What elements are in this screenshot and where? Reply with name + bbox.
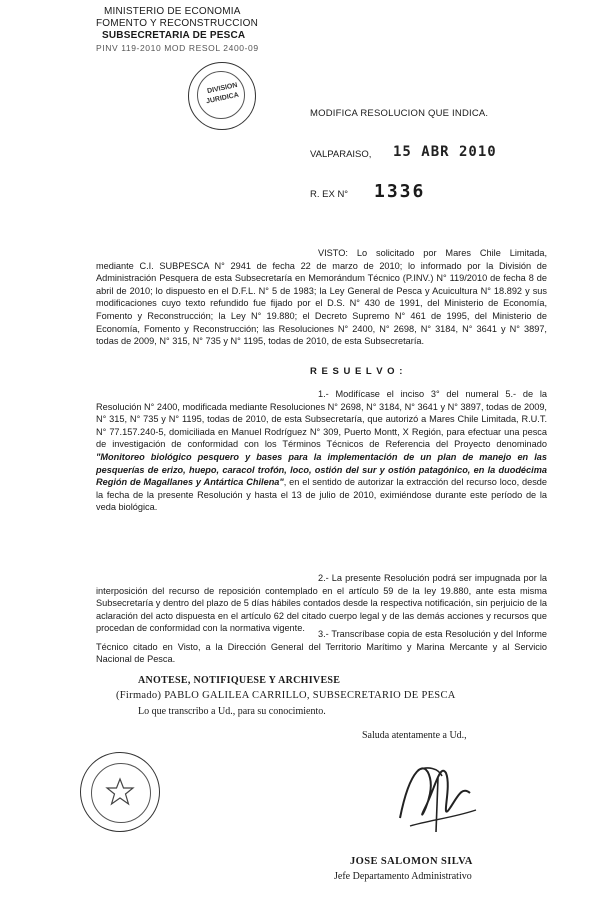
resuelvo-heading: R E S U E L V O :	[310, 366, 404, 377]
item-2-paragraph: 2.- La presente Resolución podrá ser impugnada por la interposición del recurso de reposición contemplado en el artículo 59 de la ley 19.880, ante esta misma Subsecretaría y dentro del plazo de 5 días hábiles contados desde la respectiva notificación, sin perjuicio de la aclaración del acto dispuesta en el artículo 62 del citado cuerpo legal y de las demás acciones y recursos que procedan de conformidad con la normativa vigente.	[96, 573, 547, 634]
rex-label: R. EX N°	[310, 189, 349, 200]
ministry-line-2: FOMENTO Y RECONSTRUCCION	[96, 18, 259, 29]
item-1-text: 1.- Modifícase el inciso 3° del numeral 5.- de la Resolución N° 2400, modificada mediante Resoluciones N° 2698, N° 3184, N° 3641 y N° 3897, todas de 2009, N° 315, N° 735 y N° 1195, todas de 2010, de esta Subsecretaría, que autorizó a Mares Chile Limitada, R.U.T. N° 77.157.240-5, domiciliada en Manuel Rodríguez N° 309, Puerto Montt, X Región, para efectuar una pesca de investigación de conformidad con los Términos Técnicos de Referencia del Proyecto denominado	[96, 389, 547, 450]
item-1-text-end: , en el sentido de autorizar la extracción del recurso loco, desde la fecha de la presente Resolución y hasta el 13 de julio de 2010, eximiéndose durante este período de la veda biológica.	[96, 477, 548, 513]
item-1-project-title: "Monitoreo biológico pesquero y bases para la implementación de un plan de manejo en las pesquerías de erizo, huepo, caracol trofón, loco, ostión del sur y ostión patagónico, en la duodécima Región de Magallanes y Antártica Chilena"	[96, 451, 547, 488]
subsecretaria-seal	[80, 752, 160, 832]
visto-paragraph: VISTO: Lo solicitado por Mares Chile Limitada, mediante C.I. SUBPESCA N° 2941 de fecha 22 de marzo de 2010; lo informado por la División de Administración Pesquera de esta Subsecretaría en Memorándum Técnico (P.INV.) N° 119/2010 de fecha 8 de abril de 2010; lo dispuesto en el D.F.L. N° 5 de 1983; la Ley General de Pesca y Acuicultura N° 18.892 y sus modificaciones cuyo texto refundido fue fijado por el D.S. N° 430 de 1991, del Ministerio de Economía, Fomento y Reconstrucción; la Ley N° 19.880; el Decreto Supremo N° 461 de 1995, del Ministerio de Economía, Fomento y Reconstrucción; las Resoluciones N° 2400, N° 2698, N° 3184, N° 3641 y N° 3897, todas de 2009, N° 315, N° 735 y N° 1195, todas de 2010, de esta Subsecretaría.	[96, 248, 547, 347]
seal-star-icon	[105, 777, 135, 807]
item-3-paragraph: 3.- Transcríbase copia de esta Resolución y del Informe Técnico citado en Visto, a la Dirección General del Territorio Marítimo y Marina Mercante y al Servicio Nacional de Pesca.	[96, 629, 547, 665]
rex-number: 1336	[374, 181, 426, 202]
handwritten-signature	[380, 748, 490, 838]
stamp-text-1: DIVISION	[206, 81, 239, 96]
transcribe-line: Lo que transcribo a Ud., para su conocimiento.	[138, 706, 326, 717]
signer-title: Jefe Departamento Administrativo	[334, 871, 472, 882]
signer-name: JOSE SALOMON SILVA	[350, 856, 473, 867]
division-juridica-stamp	[188, 62, 256, 130]
ministry-header	[96, 6, 259, 54]
ministry-line-1: MINISTERIO DE ECONOMIA	[104, 6, 241, 17]
date-stamp: 15 ABR 2010	[393, 144, 497, 160]
place-label: VALPARAISO,	[310, 149, 372, 160]
subject-line: MODIFICA RESOLUCION QUE INDICA.	[310, 108, 489, 119]
saluda-line: Saluda atentamente a Ud.,	[362, 730, 467, 741]
item-1-paragraph	[96, 388, 547, 514]
stamp-text-2: JURIDICA	[205, 91, 240, 106]
anotese-line: ANOTESE, NOTIFIQUESE Y ARCHIVESE	[138, 675, 341, 686]
ministry-line-3: SUBSECRETARIA DE PESCA	[102, 30, 246, 41]
firmado-line: (Firmado) PABLO GALILEA CARRILLO, SUBSECRETARIO DE PESCA	[116, 690, 456, 701]
ministry-line-4: PINV 119-2010 MOD RESOL 2400-09	[96, 43, 259, 53]
